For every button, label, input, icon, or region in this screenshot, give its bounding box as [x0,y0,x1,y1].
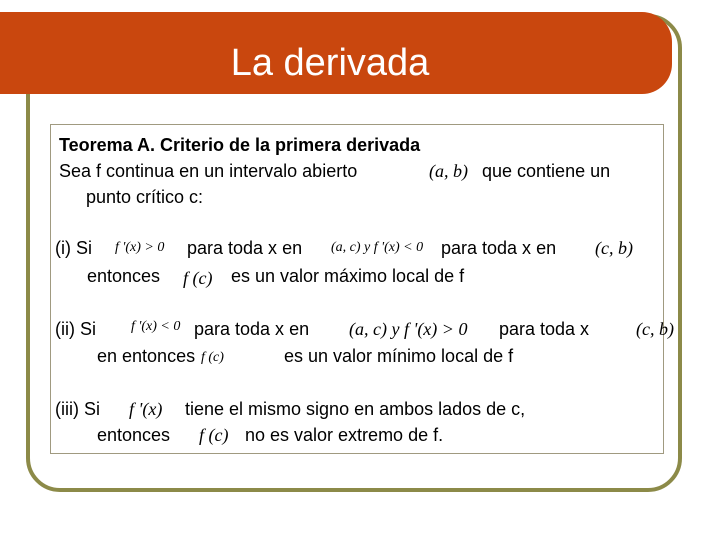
case-i-condition-1: f '(x) > 0 [115,240,165,255]
case-iii-condition: f '(x) [129,399,163,419]
case-iii-label: (iii) Si [55,399,100,419]
title-bar [0,12,672,94]
case-i-fc: f (c) [183,268,213,288]
case-i-text-1: para toda x en [187,238,303,258]
case-iii-line2-start: entonces [97,425,171,445]
case-ii-condition-1: f '(x) < 0 [131,319,181,334]
case-i-line2-end: es un valor máximo local de f [231,266,465,286]
case-ii-interval: (c, b) [636,319,674,339]
case-i-line2-start: entonces [87,266,161,286]
case-ii-label: (ii) Si [55,319,96,339]
intro-text-end: que contiene un [482,161,611,181]
case-i-condition-2: (a, c) y f '(x) < 0 [331,240,424,255]
case-iii-line2-end: no es valor extremo de f. [245,425,444,445]
case-iii-fc: f (c) [199,425,229,445]
case-i-text-2: para toda x en [441,238,557,258]
case-ii-condition-2: (a, c) y f '(x) > 0 [349,319,468,339]
intro-interval: (a, b) [429,161,468,181]
case-iii-text-1: tiene el mismo signo en ambos lados de c, [185,399,526,419]
case-ii-line2-start: en entonces [97,346,196,366]
intro-text-start: Sea f continua en un intervalo abierto [59,161,358,181]
case-ii-line2-end: es un valor mínimo local de f [284,346,514,366]
theorem-box [50,124,664,454]
case-i-interval: (c, b) [595,238,633,258]
case-i-label: (i) Si [55,238,92,258]
case-ii-fc: f (c) [201,350,224,365]
slide-title: La derivada [230,42,430,84]
case-ii-text-1: para toda x en [194,319,310,339]
title-underline [40,96,636,100]
theorem-heading: Teorema A. Criterio de la primera derivada [59,135,421,155]
case-ii-text-2: para toda x [499,319,590,339]
intro-text-line2: punto crítico c: [86,187,204,207]
